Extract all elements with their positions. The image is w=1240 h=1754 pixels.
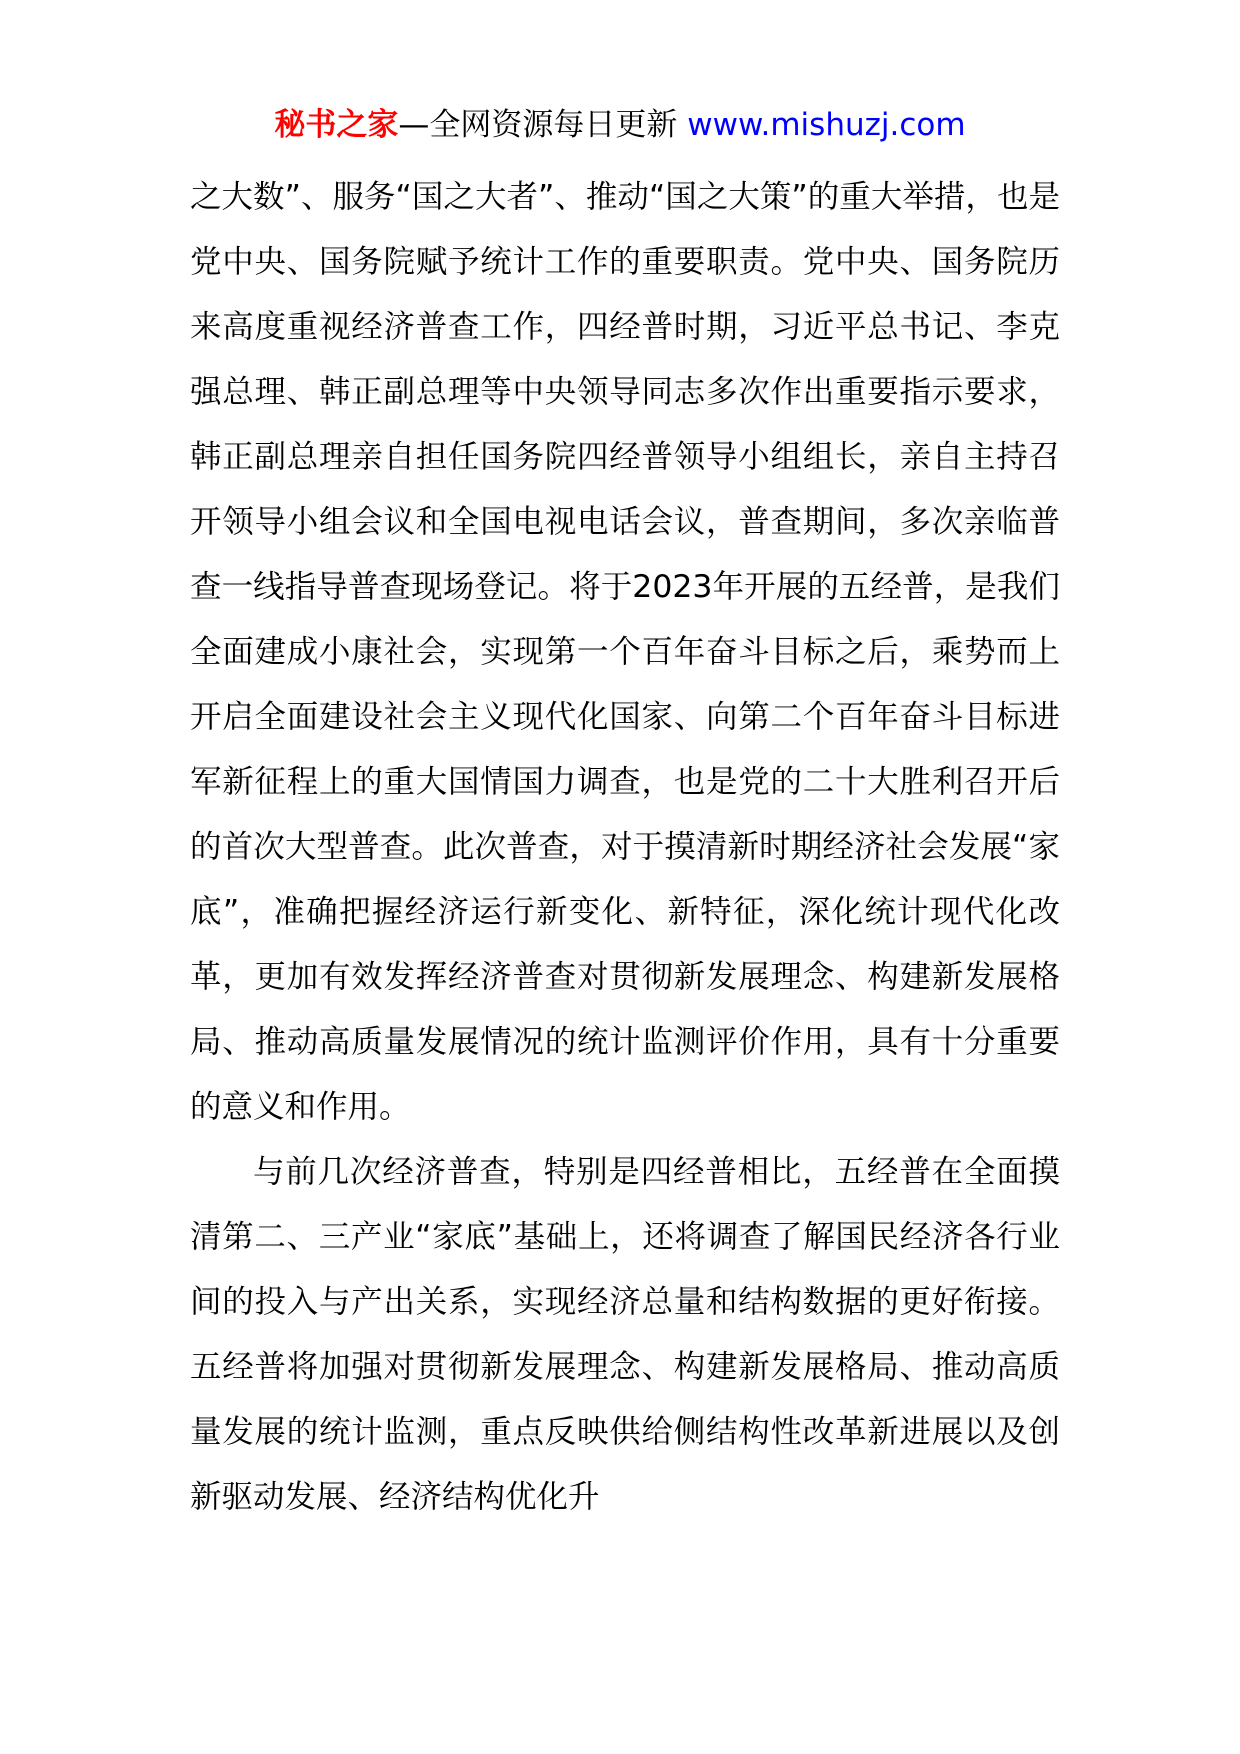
document-body [190,165,1060,1530]
body-paragraph-1: 之大数”、服务“国之大者”、推动“国之大策”的重大举措，也是党中央、国务院赋予统计工作的重要职责。党中央、国务院历来高度重视经济普查工作，四经普时期，习近平总书记、李克强总理、韩正副总理等中央领导同志多次作出重要指示要求，韩正副总理亲自担任国务院四经普领导小组组长，亲自主持召开领导小组会议和全国电视电话会议，普查期间，多次亲临普查一线指导普查现场登记。将于2023年开展的五经普，是我们全面建成小康社会，实现第一个百年奋斗目标之后，乘势而上开启全面建设社会主义现代化国家、向第二个百年奋斗目标进军新征程上的重大国情国力调查，也是党的二十大胜利召开后的首次大型普查。此次普查，对于摸清新时期经济社会发展“家底”，准确把握经济运行新变化、新特征，深化统计现代化改革，更加有效发挥经济普查对贯彻新发展理念、构建新发展格局、推动高质量发展情况的统计监测评价作用，具有十分重要的意义和作用。 [190,179,1060,1125]
page-header [0,103,1240,147]
body-paragraph-2: 与前几次经济普查，特别是四经普相比，五经普在全面摸清第二、三产业“家底”基础上，还将调查了解国民经济各行业间的投入与产出关系，实现经济总量和结构数据的更好衔接。五经普将加强对贯彻新发展理念、构建新发展格局、推动高质量发展的统计监测，重点反映供给侧结构性改革新进展以及创新驱动发展、经济结构优化升 [190,1154,1060,1515]
site-tagline: —全网资源每日更新 [398,107,688,143]
site-url-link[interactable]: www.mishuzj.com [687,107,966,143]
site-brand: 秘书之家 [274,107,399,143]
